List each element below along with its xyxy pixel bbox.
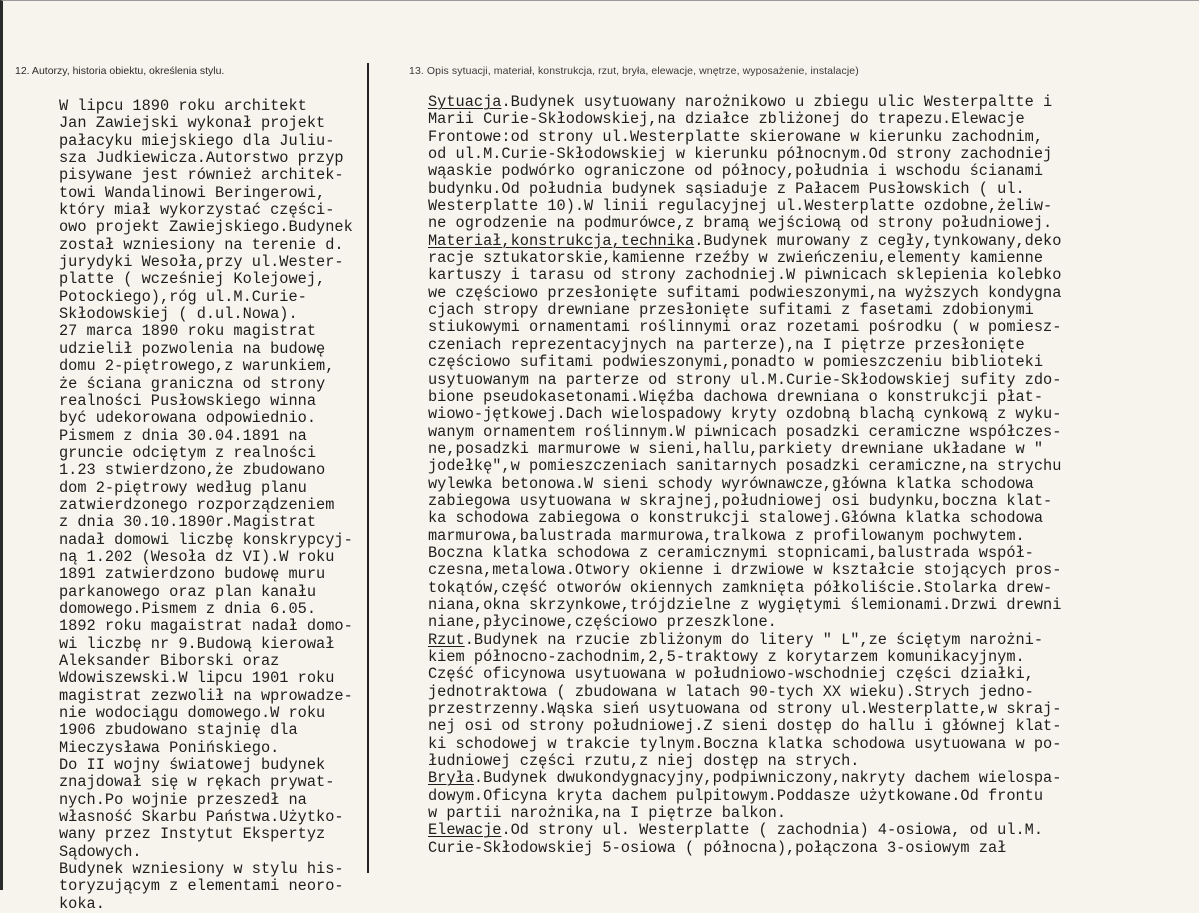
text-line <box>428 736 1061 753</box>
line-text: przestrzenny.Wąska sień usytuowana od strony ul.Westerplatte,w skraj- <box>428 700 1062 719</box>
line-text: w partii narożnika,na I piętrze balkon. <box>428 804 787 823</box>
text-line <box>428 822 1061 839</box>
text-line <box>428 354 1061 371</box>
section-heading: Materiał,konstrukcja,technika <box>428 231 695 250</box>
text-line <box>428 441 1061 458</box>
text-line: sza Judkiewicza.Autorstwo przyp <box>59 149 344 168</box>
text-line <box>428 146 1061 163</box>
text-line <box>428 684 1061 701</box>
text-line: Wdowiszewski.W lipcu 1901 roku <box>59 669 335 688</box>
text-line: magistrat zezwolił na wprowadze- <box>59 686 353 705</box>
text-line: 27 marca 1890 roku magistrat <box>59 322 317 341</box>
text-line <box>428 302 1061 319</box>
text-line: nie wodociągu domowego.W roku <box>59 704 326 723</box>
line-text: Boczna klatka schodowa z ceramicznymi stopnicami,balustrada współ- <box>428 543 1034 562</box>
text-line <box>428 718 1061 735</box>
text-line <box>428 389 1061 406</box>
history-text-column <box>59 98 353 913</box>
section-heading: Elewacje <box>428 821 502 840</box>
text-line <box>428 493 1061 510</box>
text-line: W lipcu 1890 roku architekt <box>59 97 307 115</box>
text-line <box>428 770 1061 787</box>
line-text: częściowo sufitami podwieszonymi,ponadto w pomieszczeniu biblioteki <box>428 353 1044 372</box>
line-text: we częściowo przesłonięte sufitami podwieszonymi,na wyższych kondygna <box>428 283 1062 302</box>
line-text: usytuowanym na parterze od strony ul.M.Curie-Skłodowskiej sufity zdo- <box>428 370 1062 389</box>
line-text: budynku.Od południa budynek sąsiaduje z Pałacem Pusłowskich ( ul. <box>428 179 1025 198</box>
text-line: domowego.Pismem z dnia 6.05. <box>59 599 317 618</box>
text-line: Skłodowskiej ( d.ul.Nowa). <box>59 305 298 324</box>
text-line: jurydyki Wesoła,przy ul.Wester- <box>59 253 344 272</box>
text-line <box>428 614 1061 631</box>
text-line <box>428 198 1061 215</box>
text-line: 1892 roku magaistrat nadał domo- <box>59 617 353 636</box>
line-text: .Budynek dwukondygnacyjny,podpiwniczony,nakryty dachem wielospa- <box>473 769 1062 788</box>
text-line: platte ( wcześniej Kolejowej, <box>59 270 326 289</box>
text-line: znajdował się w rękach prywat- <box>59 773 335 792</box>
text-line <box>428 406 1061 423</box>
text-line <box>428 510 1061 527</box>
text-line <box>428 753 1061 770</box>
text-line <box>428 701 1061 718</box>
text-line <box>428 215 1061 232</box>
text-line <box>428 528 1061 545</box>
text-line <box>428 267 1061 284</box>
text-line: Budynek wzniesiony w stylu his- <box>59 860 344 879</box>
text-line: Jan Zawiejski wykonał projekt <box>59 114 326 133</box>
line-text: ki schodowej w trakcie tylnym.Boczna klatka schodowa usytuowana w po- <box>428 734 1062 753</box>
text-line: pałacyku miejskiego dla Juliu- <box>59 131 335 150</box>
line-text: kartuszy i tarasu od strony zachodniej.W piwnicach sklepienia kolebko <box>428 266 1062 285</box>
text-line: ną 1.202 (Wesoła dz VI).W roku <box>59 547 335 566</box>
text-line: 1906 zbudowano stajnię dla <box>59 721 298 740</box>
section-12-header: 12. Autorzy, historia obiektu, określenia stylu. <box>15 65 225 77</box>
line-text: tokątów,część otworów okiennych zamknięta półkoliście.Stolarka drew- <box>428 578 1053 597</box>
text-line <box>428 632 1061 649</box>
text-line <box>428 597 1061 614</box>
line-text: cjach stropy drewniane przesłonięte sufitami z fasetami zdobionymi <box>428 301 1034 320</box>
text-line <box>428 545 1061 562</box>
text-line: wi liczbę nr 9.Budową kierował <box>59 634 335 653</box>
text-line <box>428 319 1061 336</box>
line-text: ne,posadzki marmurowe w sieni,hallu,parkiety drewniane układane w " <box>428 439 1044 458</box>
section-heading: Bryła <box>428 769 474 788</box>
text-line <box>428 840 1061 857</box>
text-line: koka. <box>59 894 105 913</box>
text-line: owo projekt Zawiejskiego.Budynek <box>59 218 353 237</box>
text-line: wany przez Instytut Ekspertyz <box>59 825 326 844</box>
line-text: niane,płycinowe,częściowo przeszklone. <box>428 613 777 632</box>
line-text: wiowo-jętkowej.Dach wielospadowy kryty ozdobną blachą cynkową z wyku- <box>428 405 1062 424</box>
text-line <box>428 337 1061 354</box>
line-text: racje sztukatorskie,kamienne rzeźby w zwieńczeniu,elementy kamienne <box>428 249 1044 268</box>
text-line: Do II wojny światowej budynek <box>59 756 326 775</box>
text-line: Pismem z dnia 30.04.1891 na <box>59 426 307 445</box>
text-line: pisywane jest również architek- <box>59 166 344 185</box>
section-13-header: 13. Opis sytuacji, materiał, konstrukcja, rzut, bryła, elewacje, wnętrze, wyposażenie, instalacje) <box>409 65 859 77</box>
line-text: wylewka betonowa.W sieni schody wyrównawcze,główna klatka schodowa <box>428 474 1034 493</box>
text-line: 1.23 stwierdzono,że zbudowano <box>59 461 326 480</box>
line-text: kiem północno-zachodnim,2,5-traktowy z korytarzem komunikacyjnym. <box>428 648 1025 666</box>
text-line: z dnia 30.10.1890r.Magistrat <box>59 513 317 532</box>
line-text: czeniach reprezentacyjnych na parterze),na I piętrze przesłonięte <box>428 335 1025 354</box>
text-line: gruncie odciętym z realności <box>59 443 317 462</box>
text-line <box>428 94 1061 111</box>
line-text: ka schodowa zabiegowa o konstrukcji stalowej.Główna klatka schodowa <box>428 509 1044 528</box>
line-text: nej osi od strony południowej.Z sieni dostęp do hallu i głównej klat- <box>428 717 1062 736</box>
line-text: .Od strony ul. Westerplatte ( zachodnia) 4-osiowa, od ul.M. <box>501 821 1044 840</box>
text-line <box>428 788 1061 805</box>
line-text: .Budynek na rzucie zbliżonym do litery " L",ze ściętym narożni- <box>464 630 1044 649</box>
line-text: wanym ornamentem roślinnym.W piwnicach posadzki ceramiczne współczes- <box>428 422 1062 441</box>
text-line: nadał domowi liczbę konskrypcyj- <box>59 530 353 549</box>
text-line <box>428 111 1061 128</box>
line-text: ne ogrodzenie na podmurówce,z bramą wejściową od strony południowej. <box>428 214 1053 233</box>
line-text: wąaskie podwórko ograniczone od północy,południa i wschodu ścianami <box>428 162 1044 181</box>
text-line: 1891 zatwierdzono budowę muru <box>59 565 326 584</box>
text-line: który miał wykorzystać części- <box>59 201 335 220</box>
text-line: Sądowych. <box>59 842 142 861</box>
line-text: stiukowymi ornamentami roślinnymi oraz rozetami pośrodku ( w pomiesz- <box>428 318 1062 337</box>
section-heading: Rzut <box>428 630 465 649</box>
text-line <box>428 562 1061 579</box>
line-text: Część oficynowa usytuowana w południowo-wschodniej części działki, <box>428 665 1034 684</box>
text-line: towi Wandalinowi Beringerowi, <box>59 183 326 202</box>
text-line <box>428 233 1061 250</box>
text-line <box>428 285 1061 302</box>
text-line: zatwierdzonego rozporządzeniem <box>59 495 335 514</box>
text-line: własność Skarbu Państwa.Użytko- <box>59 808 344 827</box>
text-line <box>428 129 1061 146</box>
text-line: że ściana graniczna od strony <box>59 374 326 393</box>
line-text: jednotraktowa ( zbudowana w latach 90-tych XX wieku).Strych jedno- <box>428 682 1034 701</box>
line-text: od ul.M.Curie-Skłodowskiej w kierunku północnym.Od strony zachodniej <box>428 145 1053 164</box>
text-line: udzielił pozwolenia na budowę <box>59 339 326 358</box>
line-text: Curie-Skłodowskiej 5-osiowa ( północna),połączona 3-osiowym zał <box>428 838 1007 857</box>
text-line <box>428 181 1061 198</box>
line-text: bione pseudokasetonami.Więźba dachowa drewniana o konstrukcji płat- <box>428 387 1044 406</box>
description-text-column <box>428 94 1061 857</box>
line-text: zabiegowa usytuowana w skrajnej,południowej osi budynku,boczna klat- <box>428 491 1053 510</box>
text-line <box>428 666 1061 683</box>
line-text: łudniowej części rzutu,z niej dostęp na strych. <box>428 752 860 771</box>
text-line <box>428 163 1061 180</box>
text-line <box>428 476 1061 493</box>
line-text: jodełkę",w pomieszczeniach sanitarnych posadzki ceramiczne,na strychu <box>428 457 1062 476</box>
line-text: czesna,metalowa.Otwory okienne i drzwiowe w kształcie stojących pros- <box>428 561 1062 580</box>
text-line <box>428 372 1061 389</box>
line-text: marmurowa,balustrada marmurowa,tralkowa z profilowanym pochwytem. <box>428 526 1025 545</box>
text-line: Mieczysława Ponińskiego. <box>59 738 280 757</box>
line-text: Westerplatte 10).W linii regulacyjnej ul.Westerplatte ozdobne,żeliw- <box>428 197 1053 216</box>
text-line: dom 2-piętrowy według planu <box>59 478 307 497</box>
column-divider <box>367 63 369 873</box>
text-line <box>428 580 1061 597</box>
text-line: Potockiego),róg ul.M.Curie- <box>59 287 307 306</box>
line-text: .Budynek murowany z cegły,tynkowany,deko <box>694 231 1062 250</box>
text-line: Aleksander Biborski oraz <box>59 652 280 670</box>
text-line: nych.Po wojnie przeszedł na <box>59 790 307 809</box>
text-line: być udekorowana odpowiednio. <box>59 409 317 428</box>
text-line <box>428 424 1061 441</box>
text-line <box>428 458 1061 475</box>
line-text: Marii Curie-Skłodowskiej,na działce zbliżonej do trapezu.Elewacje <box>428 110 1025 129</box>
line-text: dowym.Oficyna kryta dachem pulpitowym.Poddasze użytkowane.Od frontu <box>428 786 1044 805</box>
text-line <box>428 805 1061 822</box>
line-text: niana,okna skrzynkowe,trójdzielne z wygiętymi ślemionami.Drzwi drewni <box>428 595 1062 614</box>
text-line: toryzującym z elementami neoro- <box>59 877 344 896</box>
line-text: .Budynek usytuowany narożnikowo u zbiegu ulic Westerpaltte i <box>501 93 1053 111</box>
section-heading: Sytuacja <box>428 93 502 111</box>
line-text: Frontowe:od strony ul.Westerplatte skierowane w kierunku zachodnim, <box>428 127 1044 146</box>
text-line <box>428 250 1061 267</box>
text-line: został wzniesiony na terenie d. <box>59 235 344 254</box>
text-line <box>428 649 1061 666</box>
text-line: realności Pusłowskiego winna <box>59 391 317 410</box>
text-line: parkanowego oraz plan kanału <box>59 582 317 601</box>
text-line: domu 2-piętrowego,z warunkiem, <box>59 357 335 376</box>
